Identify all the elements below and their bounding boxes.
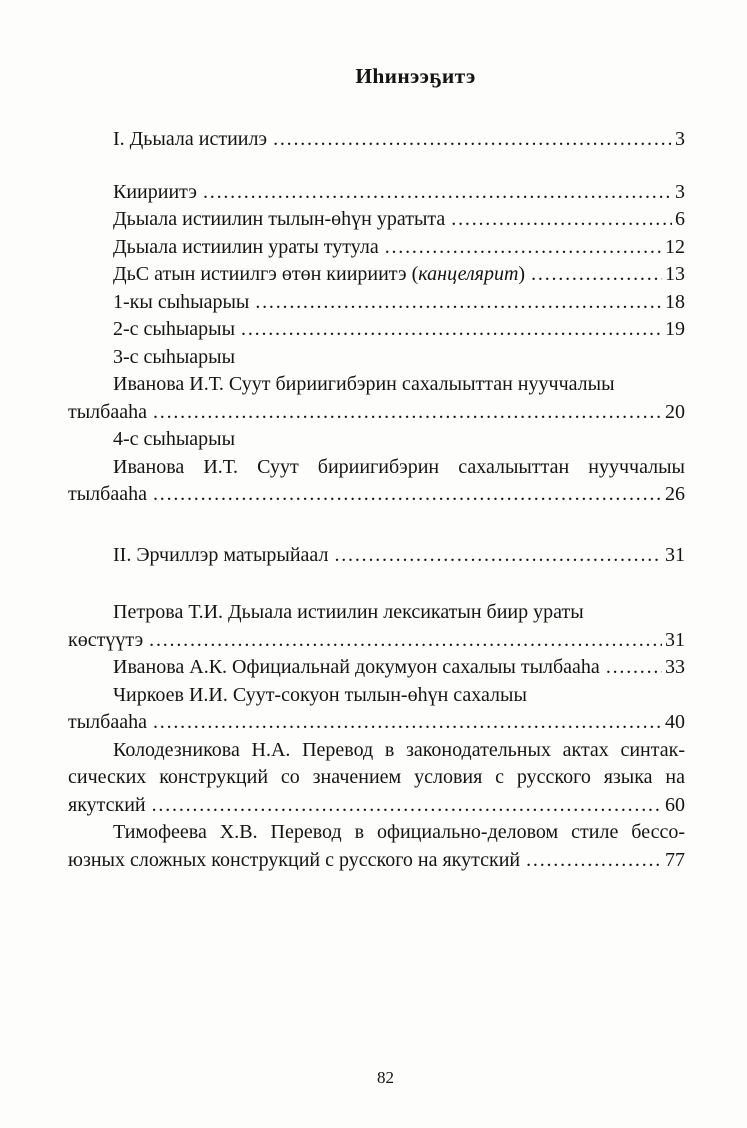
toc-entry-continuation (68, 792, 685, 820)
dot-leader (241, 316, 662, 344)
toc-entry-page: 18 (665, 290, 685, 313)
toc-entry-page: 13 (665, 263, 685, 285)
toc-entry-text: Тимофеева Х.В. Перевод в официально-деловом стиле бессо- (113, 821, 685, 843)
toc-entry-text: I. Дьыала истиилэ (113, 128, 268, 150)
toc-entry-page: 31 (665, 628, 685, 651)
toc-entry-text: Колодезникова Н.А. Перевод в законодательных актах синтак- (113, 738, 685, 761)
toc-entry (68, 234, 685, 262)
dot-leader (153, 399, 662, 427)
toc-entry-text: II. Эрчиллэр матырыйаал (113, 543, 329, 566)
dot-leader (334, 542, 662, 570)
toc-entry-text: Дьыала истиилин ураты тутула (113, 235, 379, 258)
toc-entry-page: 3 (675, 180, 685, 203)
dot-leader (526, 847, 662, 875)
toc-entry (68, 654, 685, 682)
toc-entry-text: Дьыала истиилин тылын-өһүн уратыта (113, 208, 446, 230)
toc-entry-text: тылбааһа (68, 400, 147, 423)
toc-entry-text: 1-кы сыһыарыы (113, 290, 250, 313)
toc-entry-continuation (68, 627, 685, 655)
toc-entry-text: 2-с сыһыарыы (113, 318, 236, 340)
dot-leader (606, 654, 662, 682)
toc-entry-text: тылбааһа (68, 711, 147, 733)
dot-leader (255, 289, 662, 317)
page-title: Иһинээҕитэ (355, 64, 476, 88)
toc-entry-page: 40 (665, 711, 685, 733)
toc-entry-text: юзных сложных конструкций с русского на якутский (68, 848, 521, 871)
toc-entry-text: 3-с сыһыарыы (113, 345, 236, 368)
toc-entry-continuation (68, 481, 685, 509)
toc-entry (68, 737, 685, 765)
dot-leader (203, 179, 672, 207)
dot-leader (153, 481, 662, 509)
toc-entry-continuation (68, 764, 685, 792)
dot-leader (273, 126, 672, 154)
toc-entry-text: Чиркоев И.И. Суут-сокуон тылын-өһүн сахалыы (113, 683, 527, 706)
dot-leader (152, 792, 662, 820)
toc-entry-text: Иванова И.Т. Суут бириигибэрин сахалыыттан нууччалыы (113, 373, 615, 395)
toc-entry (68, 206, 685, 234)
toc-entry-text: көстүүтэ (68, 628, 144, 651)
toc-entry-page: 77 (665, 848, 685, 871)
toc-entry (68, 316, 685, 344)
dot-leader (451, 206, 672, 234)
toc-entry-page: 33 (665, 656, 685, 678)
toc-entry-text: якутский (68, 793, 146, 816)
dot-leader (385, 234, 662, 262)
toc-entry-page: 31 (665, 543, 685, 566)
dot-leader (531, 261, 662, 289)
toc-entry-text: Петрова Т.И. Дьыала истиилин лексикатын биир ураты (113, 601, 584, 623)
toc-entry-page: 6 (675, 208, 685, 230)
toc-entry-text (113, 261, 525, 289)
toc-entry (68, 542, 685, 570)
toc-entry (68, 289, 685, 317)
toc-entry-text: тылбааһа (68, 483, 147, 505)
page-number: 82 (377, 1068, 394, 1087)
toc-entry-continuation (68, 847, 685, 875)
toc-entry-italic-term: канцелярит (418, 263, 519, 285)
toc-entry-text-before: ДьС атын истиилгэ өтөн киириитэ ( (113, 263, 419, 285)
toc-entry (68, 454, 685, 482)
toc-entry (68, 426, 685, 454)
toc-entry-text: Иванова И.Т. Суут бириигибэрин сахалыыттан нууччалыы (113, 455, 685, 478)
toc-entry (68, 682, 685, 710)
toc-entry-page: 3 (675, 128, 685, 150)
toc-entry-text-after: ) (518, 263, 526, 285)
toc-entry (68, 261, 685, 289)
toc-content (68, 62, 685, 874)
toc-entry-page: 12 (665, 235, 685, 258)
toc-entry (68, 819, 685, 847)
toc-entry (68, 179, 685, 207)
toc-entry-text: сических конструкций со значением условия с русского языка на (68, 766, 685, 788)
toc-entry-text: Киириитэ (113, 180, 197, 203)
toc-entry (68, 344, 685, 372)
toc-entry-page: 20 (665, 400, 685, 423)
toc-entry-continuation (68, 399, 685, 427)
toc-entry-page: 60 (665, 793, 685, 816)
toc-entry-page: 26 (665, 483, 685, 505)
toc-entry (68, 371, 685, 399)
toc-entry-text: 4-с сыһыарыы (113, 428, 236, 450)
toc-entry (68, 599, 685, 627)
toc-entry-text: Иванова А.К. Официальнай докумуон сахалыы тылбааһа (113, 656, 600, 678)
toc-entry (68, 126, 685, 154)
toc-entry-page: 19 (665, 318, 685, 340)
dot-leader (149, 627, 662, 655)
dot-leader (153, 709, 662, 737)
toc-entry-continuation (68, 709, 685, 737)
